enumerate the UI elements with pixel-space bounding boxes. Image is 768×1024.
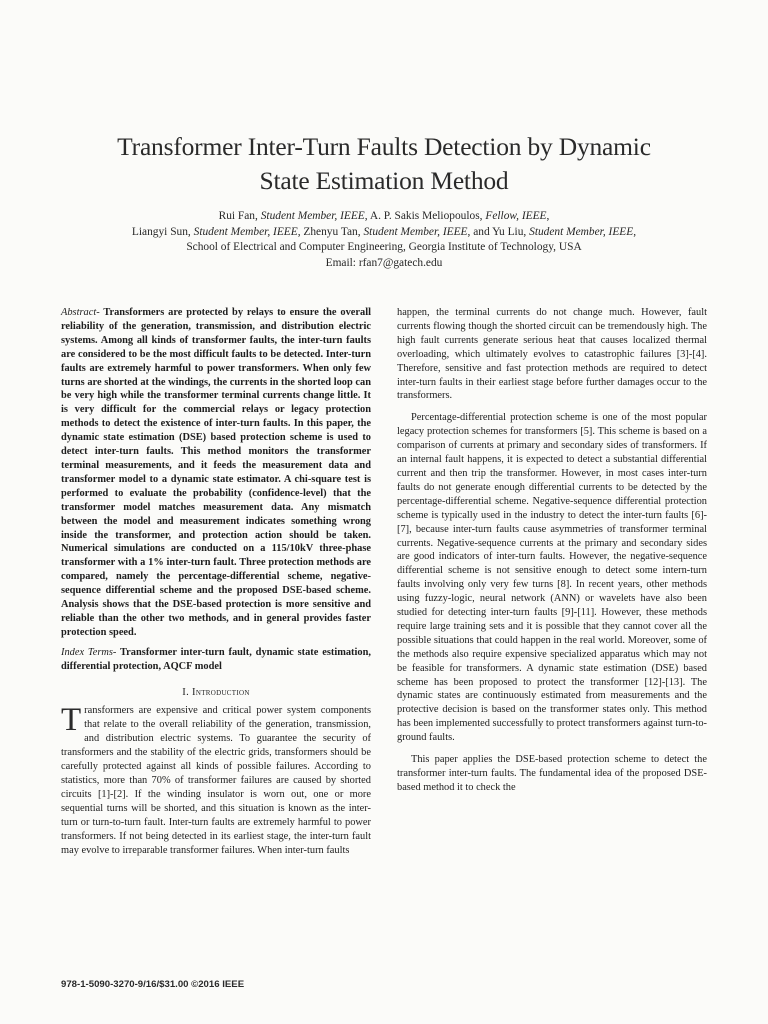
author-name: , and Yu Liu, [467,225,530,238]
email: Email: rfan7@gatech.edu [325,256,443,269]
right-column [397,306,707,795]
section-number: I. [182,686,193,698]
author-membership: Fellow, IEEE [485,210,547,222]
abstract-body: Transformers are protected by relays to ensure the overall reliability of the generation, transmission, and distribution electric systems. Among all kinds of transformer faults, the inter-turn faults are considered to be the most difficult faults to be detected. Inter-turn faults are extremely harmful to power transformers. When only few turns are shorted at the windings, the currents in the shorted loop can be very high while the transformer terminal currents change little. It is very difficult for the commercial relays or legacy protection methods to detect the existence of inter-turn faults. In this paper, the dynamic state estimation (DSE) based protection scheme is used to detect inter-turn faults. This method monitors the transformer terminal measurements, and it feeds the measurement data and transformer model to a dynamic state estimator. A chi-square test is performed to evaluate the probability (confidence-level) that the transformer model matches measurement data. Any mismatch between the model and measurement indicates something wrong inside the transformer, and protection action should be taken. Numerical simulations are conducted on a 115/10kV three-phase transformer with a 1% inter-turn fault. Three protection methods are compared, namely the percentage-differential scheme, negative-sequence differential scheme and the proposed DSE-based scheme. Analysis shows that the DSE-based protection is more sensitive and reliable than the other two methods, and in general provides faster protection speed. [61,307,371,638]
index-terms [61,646,371,674]
abstract [61,306,371,640]
author-line-2 [60,225,708,241]
left-column [61,306,371,857]
author-name: Rui Fan, [218,210,261,222]
body-paragraph: This paper applies the DSE-based protection scheme to detect the transformer inter-turn faults. The fundamental idea of the proposed DSE-based method it to check the [397,754,707,793]
title-line-1: Transformer Inter-Turn Faults Detection by Dynamic [117,132,651,161]
title-line-2: State Estimation Method [259,166,509,195]
paper-title [60,130,708,198]
section-heading [61,686,371,700]
author-name: , Zhenyu Tan, [297,225,364,238]
affiliation: School of Electrical and Computer Engineering, Georgia Institute of Technology, USA [186,241,582,253]
author-separator: , [546,210,550,222]
copyright-footer: 978-1-5090-3270-9/16/$31.00 ©2016 IEEE [61,979,245,990]
author-membership: Student Member, IEEE [529,225,634,238]
author-block [60,209,708,271]
dropcap: T [61,702,82,739]
abstract-lead: Abstract- [61,307,100,318]
author-separator: , [633,225,637,238]
body-paragraph: Percentage-differential protection scheme is one of the most popular legacy protection schemes for transformers [5]. This scheme is based on a comparison of currents at primary and secondary sides of transformers. If an internal fault happens, it is expected to detect a substantial differential current and then trip the transformer. However, in most cases inter-turn faults do not generate enough differential currents to be detected by the percentage-differential scheme. Negative-sequence differential protection scheme is typically used in the industry to detect the inter-turn faults [6]-[7], because inter-turn faults cause asymmetries of transformer terminal currents. Negative-sequence currents at the primary and secondary sides are good indicators of inter-turn faults. However, the negative-sequence differential scheme is not sensitive enough to detect some intern-turn faults involving only very few turns [8]. In recent years, other methods using fuzzy-logic, neural network (ANN) or wavelets have also been studied for detecting inter-turn faults [9]-[11]. However, these methods require large training sets and it is possible that they cannot cover all the possible situations that could happen in the real world. Moreover, some of the methods also require expensive specialized apparatus which may not be feasible for transformers. A dynamic state estimation (DSE) based scheme has been proposed to protect the transformer [12]-[13]. The dynamic states are continuously estimated from measurements and the protective decision is based on the transformer states only. This method has been implemented successfully to protect transformers against turn-to-ground faults. [397,412,707,744]
author-line-1 [60,209,708,225]
section-title: Introduction [192,686,250,698]
author-name: , A. P. Sakis Meliopoulos, [364,210,486,222]
author-membership: Student Member, IEEE [260,210,365,222]
intro-body: ransformers are expensive and critical power system components that relate to the overall reliability of the generation, transmission, and distribution electric systems. To guarantee the security of transformers and the stability of the electric grids, transformers should be carefully protected against all kinds of possible failures. According to statistics, more than 70% of transformer failures are caused by shorted circuits [1]-[2]. If the winding insulator is worn out, one or more sequential turns will be shorted, and this situation is known as the inter-turn or turn-to-turn fault. Inter-turn faults are extremely harmful to power transformers. If not being detected in its earliest stage, the inter-turn fault may evolve to irreparable transformer failures. When inter-turn faults [61,705,371,856]
intro-paragraph [61,704,371,857]
index-terms-body: Transformer inter-turn fault, dynamic state estimation, differential protection, AQCF model [61,646,371,672]
author-membership: Student Member, IEEE [193,225,298,238]
author-membership: Student Member, IEEE [363,225,468,238]
author-name: Liangyi Sun, [131,225,194,238]
body-paragraph: happen, the terminal currents do not change much. However, fault currents flowing though the shorted circuit can be tremendously high. The high fault currents generate serious heat that causes localized thermal overloading, which ultimately evolves to catastrophic failures [3]-[4]. Therefore, sensitive and fast protection methods are required to detect inter-turn faults in their earliest stage before further damages occur to the transformers. [397,307,707,402]
index-terms-lead: Index Terms- [61,646,117,658]
